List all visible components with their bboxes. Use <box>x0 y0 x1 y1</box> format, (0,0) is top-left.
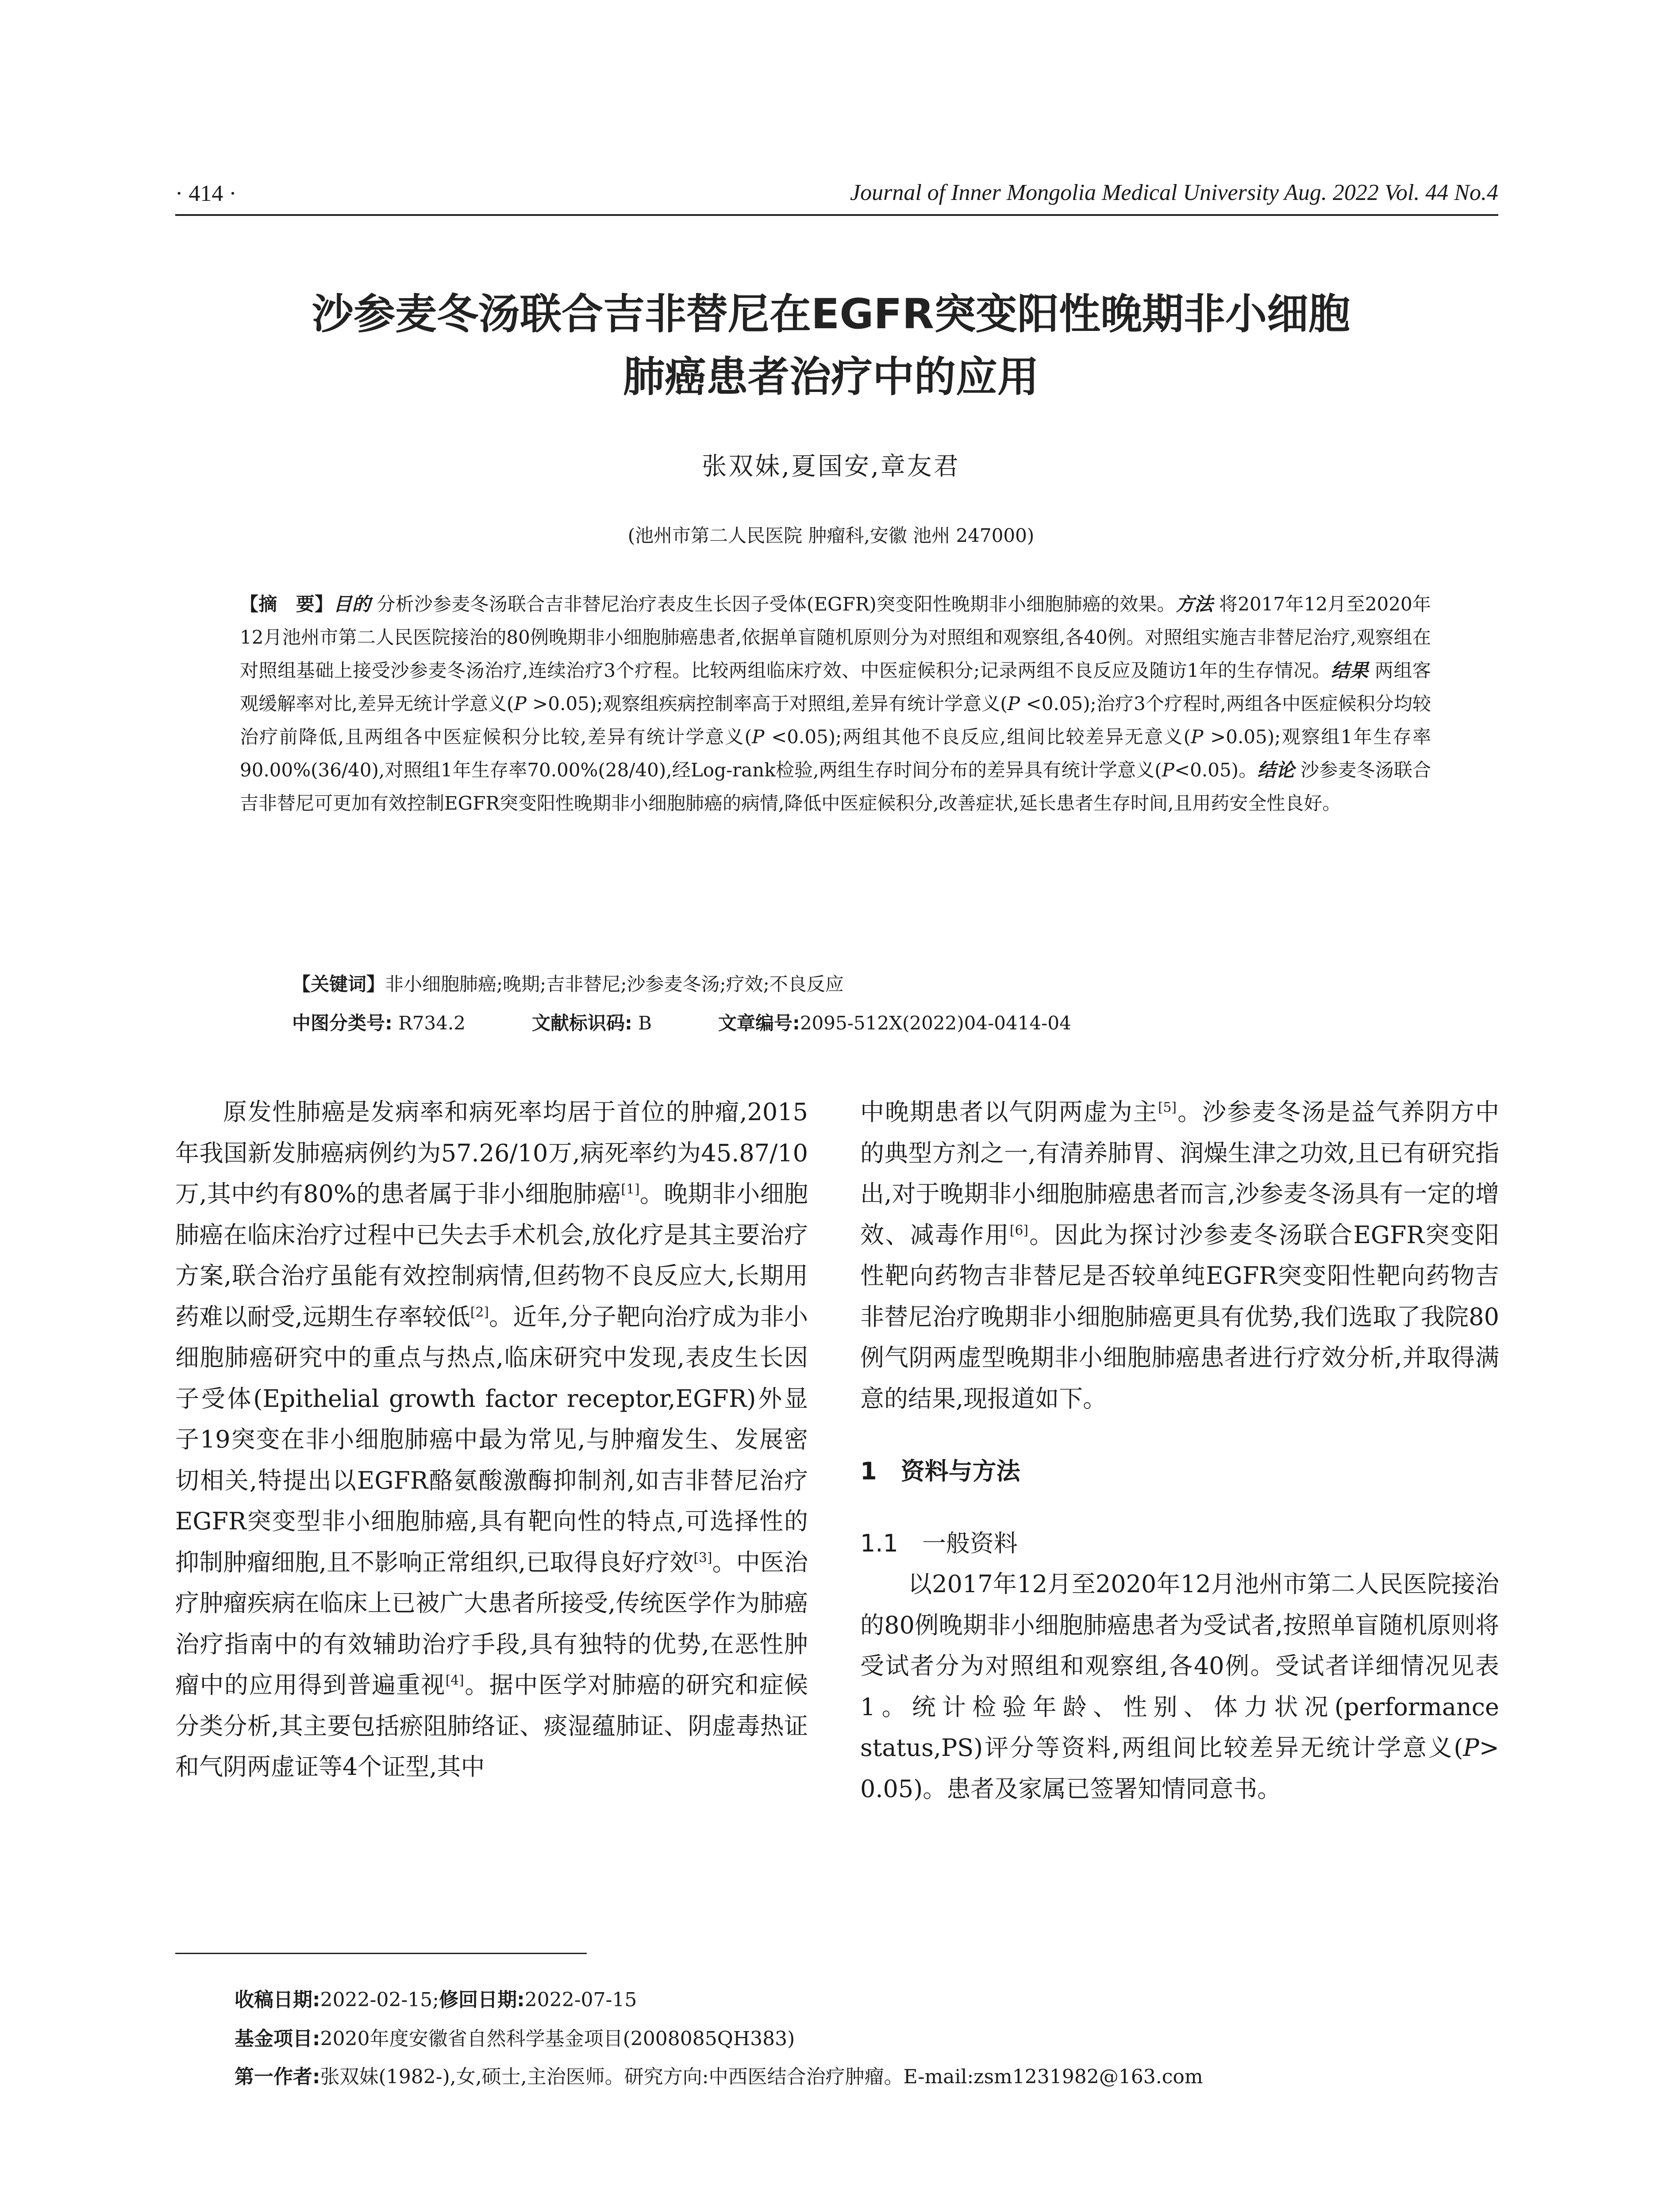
citation: [5] <box>1158 1100 1177 1115</box>
article-title-line-2: 肺癌患者治疗中的应用 <box>623 353 1039 401</box>
affiliation: (池州市第二人民医院 肿瘤科,安徽 池州 247000) <box>627 525 1035 546</box>
citation: [1] <box>621 1182 640 1197</box>
footnote-first-author <box>235 2061 1203 2089</box>
citation: [3] <box>693 1550 712 1566</box>
results-label: 结果 <box>1331 660 1369 681</box>
footnote-rule <box>175 1953 587 1954</box>
p-symbol: P <box>514 693 527 714</box>
keywords-label: 【关键词】 <box>292 973 385 995</box>
classification-line <box>292 1009 1443 1035</box>
general-data-text: > 0.05)。患者及家属已签署知情同意书。 <box>860 1734 1499 1803</box>
intro-paragraph <box>175 1092 808 1788</box>
intro-text: 。沙参麦冬汤是益气养阴方中的典型方剂之一,有清养肺胃、润燥生津之功效,且已有研究指出,对于晚期非小细胞肺癌患者而言,沙参麦冬汤具有一定的增效、减毒作用 <box>860 1098 1500 1249</box>
received-label: 收稿日期: <box>235 1989 320 2011</box>
objective-label: 目的 <box>333 593 371 615</box>
received-date: 2022-02-15; <box>320 1989 439 2011</box>
results-text-3: <0.05);治疗3个疗程时,两组各中医症候积分均较治疗前降低,且两组各中医症候积分比较,差异有统计学意义( <box>240 693 1431 748</box>
revised-date: 2022-07-15 <box>524 1989 637 2011</box>
article-title-line-1: 沙参麦冬汤联合吉非替尼在EGFR突变阳性晚期非小细胞 <box>312 290 1350 338</box>
document-code-label: 文献标识码: <box>532 1012 632 1034</box>
body-left-column <box>175 1092 808 1788</box>
methods-text: 将2017年12月至2020年12月池州市第二人民医院接治的80例晚期非小细胞肺癌患者,依据单盲随机原则分为对照组和观察组,各40例。对照组实施吉非替尼治疗,观察组在对照组基础上接受沙参麦冬汤治疗,连续治疗3个疗程。比较两组临床疗效、中医症候积分;记录两组不良反应及随访1年的生存情况。 <box>240 593 1431 681</box>
section-heading-methods: 1 资料与方法 <box>860 1457 1020 1485</box>
methods-label: 方法 <box>1175 593 1213 615</box>
citation: [4] <box>445 1673 464 1688</box>
general-data-paragraph <box>860 1564 1499 1809</box>
p-symbol: P <box>1007 693 1020 714</box>
fund-text: 2020年度安徽省自然科学基金项目(2008085QH383) <box>320 2028 795 2050</box>
article-title <box>133 283 1529 409</box>
first-author-text: 张双妹(1982-),女,硕士,主治医师。研究方向:中西医结合治疗肿瘤。E-mail:zsm1231982@163.com <box>320 2066 1203 2088</box>
article-number-label: 文章编号: <box>718 1012 800 1034</box>
author-list: 张双妹,夏国安,章友君 <box>702 452 960 481</box>
intro-paragraph-continued <box>860 1092 1499 1419</box>
abstract <box>240 588 1431 820</box>
results-text-6: <0.05)。 <box>1174 759 1258 781</box>
page-number: · 414 · <box>175 181 237 206</box>
p-symbol: P <box>1191 726 1204 748</box>
results-text-2: >0.05);观察组疾病控制率高于对照组,差异有统计学意义( <box>526 693 1008 714</box>
footnote-funding <box>235 2023 795 2051</box>
conclusion-text: 沙参麦冬汤联合吉非替尼可更加有效控制EGFR突变阳性晚期非小细胞肺癌的病情,降低中医症候积分,改善症状,延长患者生存时间,且用药安全性良好。 <box>240 759 1431 814</box>
first-author-label: 第一作者: <box>235 2066 320 2088</box>
abstract-label: 【摘 要】 <box>240 593 334 615</box>
keywords <box>292 970 1443 996</box>
results-text-1: 两组客观缓解率对比,差异无统计学意义( <box>240 660 1431 714</box>
fund-label: 基金项目: <box>235 2028 320 2050</box>
keywords-text: 非小细胞肺癌;晚期;吉非替尼;沙参麦冬汤;疗效;不良反应 <box>385 973 844 995</box>
intro-text: 。因此为探讨沙参麦冬汤联合EGFR突变阳性靶向药物吉非替尼是否较单纯EGFR突变阳性靶向药物吉非替尼治疗晚期非小细胞肺癌更具有优势,我们选取了我院80例气阴两虚型晚期非小细胞肺癌患者进行疗效分析,并取得满意的结果,现报道如下。 <box>860 1221 1500 1413</box>
results-text-4: <0.05);两组其他不良反应,组间比较差异无意义( <box>764 726 1191 748</box>
intro-text: 。中医治疗肿瘤疾病在临床上已被广大患者所接受,传统医学作为肺癌治疗指南中的有效辅助治疗手段,具有独特的优势,在恶性肿瘤中的应用得到普遍重视 <box>175 1548 808 1699</box>
p-symbol: P <box>752 726 765 748</box>
intro-text: 。据中医学对肺癌的研究和症候分类分析,其主要包括瘀阻肺络证、痰湿蕴肺证、阴虚毒热证和气阴两虚证等4个证型,其中 <box>175 1671 808 1781</box>
p-symbol: P <box>1162 759 1174 781</box>
objective-text: 分析沙参麦冬汤联合吉非替尼治疗表皮生长因子受体(EGFR)突变阳性晚期非小细胞肺癌的效果。 <box>370 593 1176 615</box>
header-rule <box>175 214 1498 216</box>
body-right-column <box>860 1092 1499 1809</box>
results-text-5: >0.05);观察组1年生存率90.00%(36/40),对照组1年生存率70.00%(28/40),经Log-rank检验,两组生存时间分布的差异具有统计学意义( <box>240 726 1431 781</box>
citation: [6] <box>1009 1222 1028 1238</box>
intro-text: 。晚期非小细胞肺癌在临床治疗过程中已失去手术机会,放化疗是其主要治疗方案,联合治疗虽能有效控制病情,但药物不良反应大,长期用药难以耐受,远期生存率较低 <box>175 1180 808 1331</box>
subsection-heading-general-data: 1.1 一般资料 <box>860 1529 1018 1557</box>
journal-header: Journal of Inner Mongolia Medical University Aug. 2022 Vol. 44 No.4 <box>850 180 1498 205</box>
intro-text: 中晚期患者以气阴两虚为主 <box>860 1098 1158 1126</box>
article-number-value: 2095-512X(2022)04-0414-04 <box>800 1012 1071 1034</box>
intro-text: 。近年,分子靶向治疗成为非小细胞肺癌研究中的重点与热点,临床研究中发现,表皮生长因子受体(Epithelial growth factor receptor,EGFR)外显子19突变在非小细胞肺癌中最为常见,与肿瘤发生、发展密切相关,特提出以EGFR酪氨酸激酶抑制剂,如吉非替尼治疗EGFR突变型非小细胞肺癌,具有靶向性的特点,可选择性的抑制肿瘤细胞,且不影响正常组织,已取得良好疗效 <box>175 1302 808 1576</box>
conclusion-label: 结论 <box>1257 759 1295 781</box>
intro-text: 原发性肺癌是发病率和病死率均居于首位的肿瘤,2015年我国新发肺癌病例约为57.26/10万,病死率约为45.87/10万,其中约有80%的患者属于非小细胞肺癌 <box>175 1098 808 1208</box>
general-data-text: 以2017年12月至2020年12月池州市第二人民医院接治的80例晚期非小细胞肺癌患者为受试者,按照单盲随机原则将受试者分为对照组和观察组,各40例。受试者详细情况见表1。统计检验年龄、性别、体力状况(performance status,PS)评分等资料,两组间比较差异无统计学意义( <box>860 1570 1499 1762</box>
citation: [2] <box>470 1304 489 1320</box>
document-code-value: B <box>632 1012 652 1034</box>
clc-value: R734.2 <box>392 1012 466 1034</box>
clc-label: 中图分类号: <box>292 1012 392 1034</box>
p-symbol: P <box>1463 1734 1479 1762</box>
footnote-dates <box>235 1984 637 2012</box>
revised-label: 修回日期: <box>439 1989 525 2011</box>
